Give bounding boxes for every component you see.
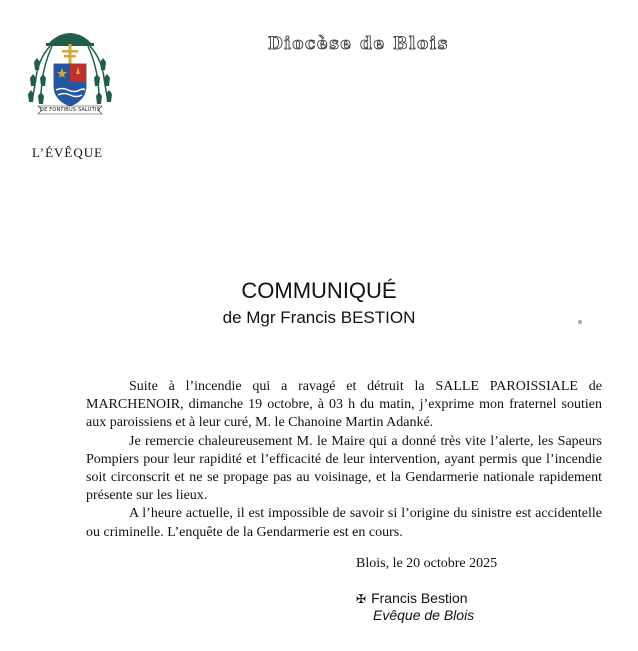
office-label: L’ÉVÊQUE [32,145,104,160]
paragraph: A l’heure actuelle, il est impossible de savoir si l’origine du sinistre est accidentelle ou criminelle. L’enquête de la Gendarmerie est en cours. [86,506,602,540]
speck [578,320,582,324]
crest-motto: DE FONTIBUS SALUTIS [40,107,100,113]
episcopal-cross-icon: ✠ [356,592,367,606]
communique-subtitle: de Mgr Francis BESTION [222,308,416,327]
communique-body [86,378,602,542]
signature-line [356,590,468,606]
signatory-name: Francis Bestion [371,590,468,606]
signatory-role: Evêque de Blois [373,607,475,623]
place-date: Blois, le 20 octobre 2025 [356,556,498,571]
paragraph: Je remercie chaleureusement M. le Maire qui a donné très vite l’alerte, les Sapeurs Pompiers pour leur rapidité et l’efficacité de leur intervention, ayant permis que l’incendie soit circonscrit et ne se propage pas au voisinage, et la Gendarmerie nationale rapidement présente sur les lieux. [86,433,602,504]
diocese-heading: Diocèse de Blois [268,34,449,54]
diocese-coat-of-arms [22,20,118,120]
communique-title: COMMUNIQUÉ [241,278,397,303]
paragraph: Suite à l’incendie qui a ravagé et détruit la SALLE PAROISSIALE de MARCHENOIR, dimanche 19 octobre, à 03 h du matin, j’exprime mon fraternel soutien aux paroissiens et à leur curé, M. le Chanoine Martin Adanké. [86,379,602,431]
